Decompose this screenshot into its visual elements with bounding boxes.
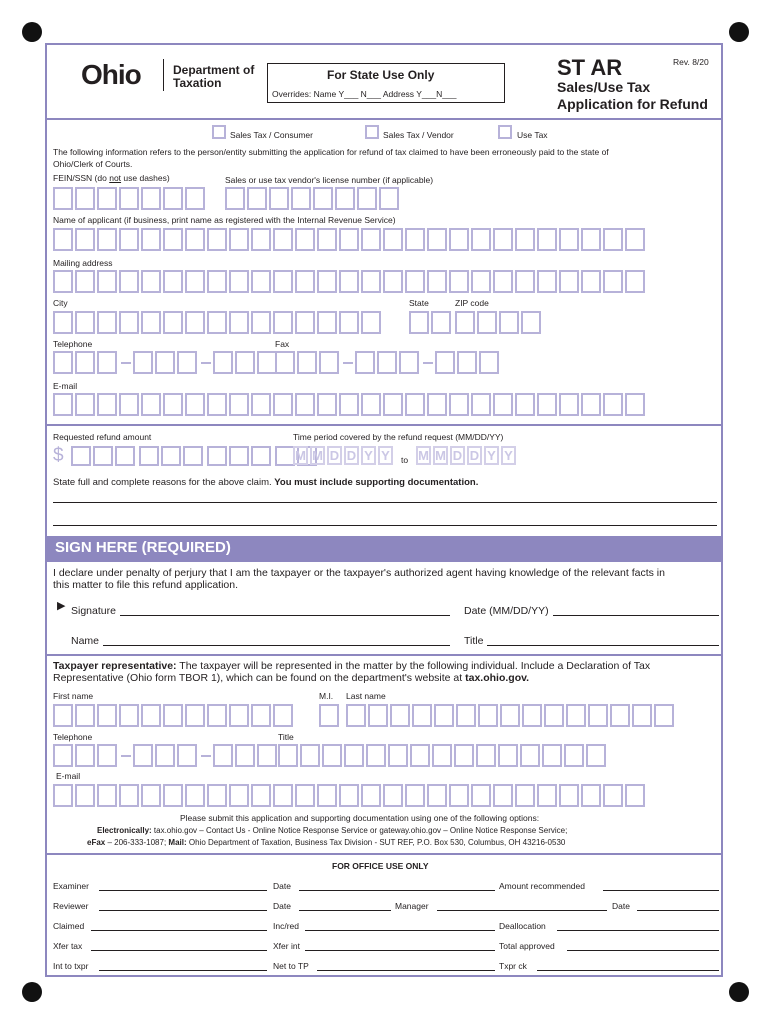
applicant-intro-2: Ohio/Clerk of Courts. xyxy=(53,159,133,169)
applicant-intro: The following information refers to the person/entity submitting the application for refund of tax claimed to have been erroneously paid to the state of xyxy=(53,147,609,157)
incred-line[interactable] xyxy=(305,930,495,931)
email-input[interactable] xyxy=(53,393,647,416)
total-approved-line[interactable] xyxy=(567,950,719,951)
registration-mark-br xyxy=(729,982,749,1002)
date-3-line[interactable] xyxy=(637,910,719,911)
registration-mark-tl xyxy=(22,22,42,42)
rep-last-input[interactable] xyxy=(346,704,676,727)
ohio-logo: Ohio xyxy=(81,59,141,90)
state-use-title: For State Use Only xyxy=(327,68,435,82)
int-to-txpr-label: Int to txpr xyxy=(53,961,89,971)
xfer-tax-label: Xfer tax xyxy=(53,941,83,951)
city-label: City xyxy=(53,298,68,308)
phone-label: Telephone xyxy=(53,339,93,349)
telephone-input[interactable] xyxy=(53,351,279,374)
form-title-2: Application for Refund xyxy=(557,96,708,112)
time-period-label: Time period covered by the refund request (MM/DD/YY) xyxy=(293,432,504,442)
claimed-label: Claimed xyxy=(53,921,85,931)
rep-intro-2: Representative (Ohio form TBOR 1), which can be found on the department's website at tax.ohio.gov. xyxy=(53,672,530,684)
office-title: FOR OFFICE USE ONLY xyxy=(332,861,429,871)
reasons-line-1[interactable] xyxy=(53,502,717,503)
incred-label: Inc/red xyxy=(273,921,299,931)
reviewer-label: Reviewer xyxy=(53,901,89,911)
total-approved-label: Total approved xyxy=(499,941,555,951)
examiner-label: Examiner xyxy=(53,881,89,891)
dollar-sign: $ xyxy=(53,445,64,466)
name-sign-label: Name xyxy=(71,635,100,647)
rep-phone-label: Telephone xyxy=(53,732,93,742)
fein-label: FEIN/SSN (do not use dashes) xyxy=(53,173,170,183)
period-end-input[interactable]: M M D D Y Y xyxy=(416,446,518,465)
date-2-label: Date xyxy=(273,901,291,911)
reviewer-line[interactable] xyxy=(99,910,267,911)
registration-mark-bl xyxy=(22,982,42,1002)
dept-name-1: Department of xyxy=(173,63,255,77)
name-sign-line[interactable] xyxy=(103,645,450,646)
zip-input[interactable] xyxy=(455,311,543,334)
email-label: E-mail xyxy=(53,381,78,391)
logo-divider xyxy=(163,59,164,91)
signature-line[interactable] xyxy=(120,615,450,616)
fein-input[interactable] xyxy=(53,187,207,210)
applicant-name-input[interactable] xyxy=(53,228,647,251)
amount-rec-line[interactable] xyxy=(603,890,719,891)
examiner-line[interactable] xyxy=(99,890,267,891)
net-to-tp-line[interactable] xyxy=(317,970,495,971)
xfer-tax-line[interactable] xyxy=(91,950,267,951)
reasons-line-2[interactable] xyxy=(53,525,717,526)
reasons-label: State full and complete reasons for the above claim. You must include supporting documentation. xyxy=(53,477,479,488)
state-label: State xyxy=(409,298,429,308)
rep-mi-label: M.I. xyxy=(319,691,334,701)
rev-date: Rev. 8/20 xyxy=(673,57,709,67)
divider-office xyxy=(47,853,721,855)
xfer-int-label: Xfer int xyxy=(273,941,300,951)
date-1-label: Date xyxy=(273,881,291,891)
refund-amount-input[interactable] xyxy=(71,446,319,466)
rep-intro-1: Taxpayer representative: The taxpayer will be represented in the matter by the following individual. Include a Declaration of Tax xyxy=(53,660,651,672)
date-1-line[interactable] xyxy=(299,890,495,891)
txpr-ck-label: Txpr ck xyxy=(499,961,527,971)
divider-rep xyxy=(47,654,721,656)
rep-first-label: First name xyxy=(53,691,94,701)
manager-label: Manager xyxy=(395,901,429,911)
sign-here-band: SIGN HERE (REQUIRED) xyxy=(47,536,721,562)
fax-label: Fax xyxy=(275,339,290,349)
manager-line[interactable] xyxy=(437,910,607,911)
name-label: Name of applicant (if business, print name as registered with the Internal Revenue Service) xyxy=(53,215,396,225)
title-sign-label: Title xyxy=(464,635,484,647)
submit-text-1: Please submit this application and supporting documentation using one of the following options: xyxy=(180,813,540,823)
rep-title-input[interactable] xyxy=(278,744,608,767)
city-input[interactable] xyxy=(53,311,383,334)
dept-name-2: Taxation xyxy=(173,76,222,90)
checkbox-sales-vendor[interactable] xyxy=(365,125,379,139)
refund-amount-label: Requested refund amount xyxy=(53,432,152,442)
divider-refund xyxy=(47,424,721,426)
submit-text-3: eFax – 206-333-1087; Mail: Ohio Department of Taxation, Business Tax Division - SUT REF, P.O. Box 530, Columbus, OH 43216-0530 xyxy=(87,838,566,847)
overrides-text: Overrides: Name Y___ N___ Address Y___N___ xyxy=(272,89,457,99)
int-to-txpr-line[interactable] xyxy=(99,970,267,971)
date-3-label: Date xyxy=(612,901,630,911)
declaration-text-1: I declare under penalty of perjury that I am the taxpayer or the taxpayer's authorized agent having knowledge of the relevant facts in xyxy=(53,567,665,579)
signature-arrow-icon: ▶ xyxy=(57,600,66,612)
rep-title-label: Title xyxy=(278,732,294,742)
checkbox-sales-consumer[interactable] xyxy=(212,125,226,139)
rep-phone-input[interactable] xyxy=(53,744,279,767)
label-sales-consumer: Sales Tax / Consumer xyxy=(230,130,313,140)
submit-text-2: Electronically: tax.ohio.gov – Contact Us - Online Notice Response Service or gateway.ohio.gov – Online Notice Response Service; xyxy=(97,826,568,835)
claimed-line[interactable] xyxy=(91,930,267,931)
amount-rec-label: Amount recommended xyxy=(499,881,585,891)
declaration-text-2: this matter to file this refund application. xyxy=(53,579,239,591)
divider-header xyxy=(47,118,721,120)
net-to-tp-label: Net to TP xyxy=(273,961,309,971)
fax-input[interactable] xyxy=(275,351,501,374)
title-sign-line[interactable] xyxy=(487,645,719,646)
period-to: to xyxy=(401,455,409,465)
date-2-line[interactable] xyxy=(299,910,391,911)
period-start-input[interactable]: M M D D Y Y xyxy=(293,446,395,465)
deallocation-label: Deallocation xyxy=(499,921,546,931)
mailing-address-input[interactable] xyxy=(53,270,647,293)
zip-label: ZIP code xyxy=(455,298,489,308)
sign-date-line[interactable] xyxy=(553,615,719,616)
form-title-1: Sales/Use Tax xyxy=(557,79,651,95)
state-input[interactable] xyxy=(409,311,453,334)
txpr-ck-line[interactable] xyxy=(537,970,719,971)
checkbox-use-tax[interactable] xyxy=(498,125,512,139)
license-label: Sales or use tax vendor's license number (if applicable) xyxy=(225,175,434,185)
registration-mark-tr xyxy=(729,22,749,42)
rep-mi-input[interactable] xyxy=(319,704,341,727)
form-frame xyxy=(45,43,723,977)
rep-email-input[interactable] xyxy=(53,784,647,807)
license-input[interactable] xyxy=(225,187,401,210)
rep-last-label: Last name xyxy=(346,691,386,701)
address-label: Mailing address xyxy=(53,258,113,268)
sign-date-label: Date (MM/DD/YY) xyxy=(464,605,549,617)
deallocation-line[interactable] xyxy=(557,930,719,931)
label-sales-vendor: Sales Tax / Vendor xyxy=(383,130,454,140)
rep-email-label: E-mail xyxy=(56,771,81,781)
rep-first-input[interactable] xyxy=(53,704,295,727)
label-use-tax: Use Tax xyxy=(517,130,548,140)
form-id: ST AR xyxy=(557,55,623,80)
signature-label: Signature xyxy=(71,605,116,617)
xfer-int-line[interactable] xyxy=(305,950,495,951)
